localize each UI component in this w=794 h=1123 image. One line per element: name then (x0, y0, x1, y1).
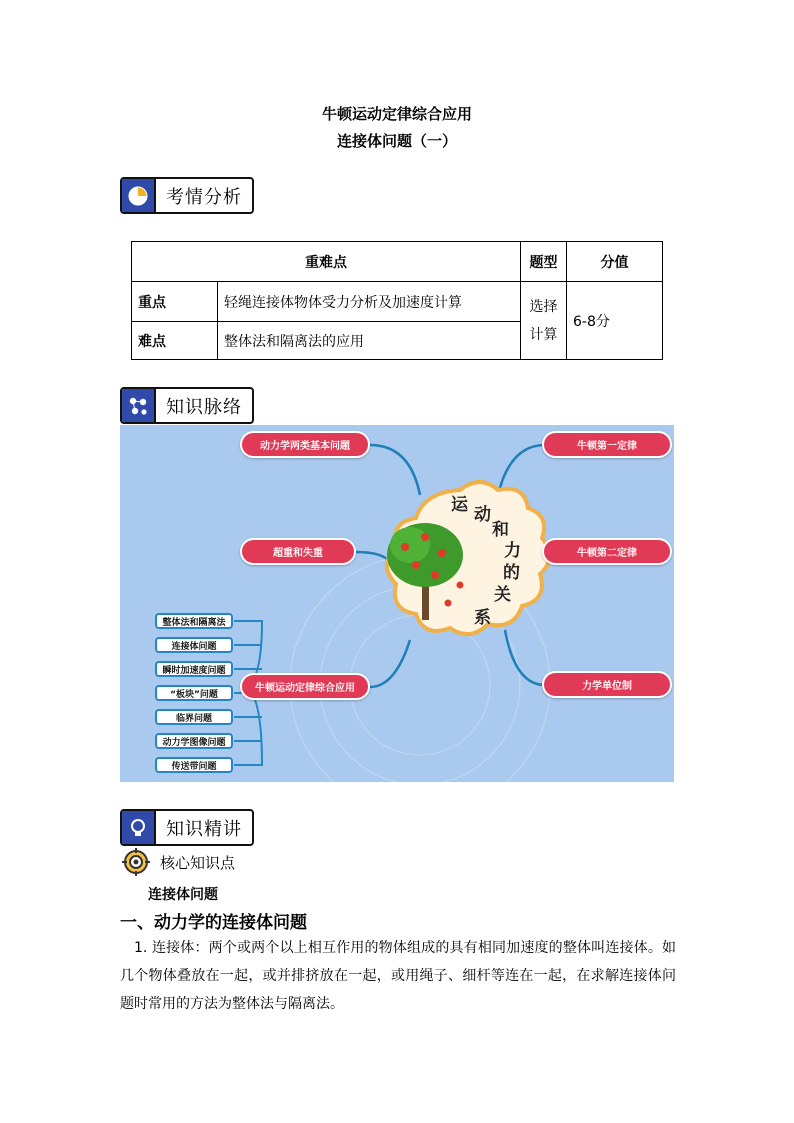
row-difficult-label: 难点 (132, 322, 218, 360)
node-dynamics-basic: 动力学两类基本问题 (240, 431, 370, 458)
topic-label: 连接体问题 (148, 887, 218, 903)
center-char: 的 (503, 563, 520, 583)
section-exam-analysis (120, 177, 254, 214)
node-newton-second-law: 牛顿第二定律 (542, 538, 672, 565)
sub-node: 临界问题 (155, 709, 233, 725)
header-score: 分值 (567, 242, 663, 282)
row-key-content: 轻绳连接体物体受力分析及加速度计算 (218, 282, 521, 322)
doc-title-line1: 牛顿运动定律综合应用 (321, 105, 472, 123)
target-icon (122, 848, 150, 880)
row-difficult-content: 整体法和隔离法的应用 (218, 322, 521, 360)
center-char: 力 (504, 541, 521, 561)
lightbulb-icon (122, 811, 156, 844)
section-heading: 一、动力学的连接体问题 (120, 913, 307, 933)
node-overweight: 超重和失重 (240, 538, 356, 565)
header-key-points: 重难点 (132, 242, 521, 282)
sub-node: 连接体问题 (155, 637, 233, 653)
node-newton-integrated: 牛顿运动定律综合应用 (240, 673, 370, 700)
section-label: 考情分析 (166, 186, 242, 208)
doc-title-line2: 连接体问题（一） (336, 132, 457, 150)
score-cell: 6-8分 (567, 282, 663, 360)
center-char: 动 (474, 505, 491, 525)
node-units: 力学单位制 (542, 671, 672, 698)
section-knowledge-map (120, 387, 254, 424)
sub-node: 瞬时加速度问题 (155, 661, 233, 677)
body-paragraph: 1. 连接体：两个或两个以上相互作用的物体组成的具有相同加速度的整体叫连接体。如几个物体叠放在一起，或并排挤放在一起，或用绳子、细杆等连在一起，在求解连接体问题时常用的方法为整体法与隔离法。 (120, 940, 676, 1012)
header-question-type: 题型 (521, 242, 567, 282)
center-char: 运 (451, 495, 468, 515)
sub-node: 整体法和隔离法 (155, 613, 233, 629)
pie-chart-icon (122, 179, 156, 212)
sub-node: 传送带问题 (155, 757, 233, 773)
core-point-label: 核心知识点 (160, 854, 236, 872)
section-knowledge-lecture (120, 809, 254, 846)
type-line1: 选择 (529, 298, 558, 315)
center-char: 和 (492, 520, 509, 540)
mind-map-branches (120, 425, 674, 782)
center-char: 关 (494, 585, 511, 605)
node-newton-first-law: 牛顿第一定律 (542, 431, 672, 458)
type-line2: 计算 (529, 326, 558, 343)
section-label: 知识脉络 (166, 396, 242, 418)
sub-node: “板块”问题 (155, 685, 233, 701)
exam-table (131, 241, 663, 360)
mind-map (120, 425, 674, 782)
network-icon (122, 389, 156, 422)
question-type-cell (521, 282, 567, 360)
sub-node: 动力学图像问题 (155, 733, 233, 749)
section-label: 知识精讲 (166, 818, 242, 840)
row-key-label: 重点 (132, 282, 218, 322)
center-char: 系 (474, 608, 491, 628)
